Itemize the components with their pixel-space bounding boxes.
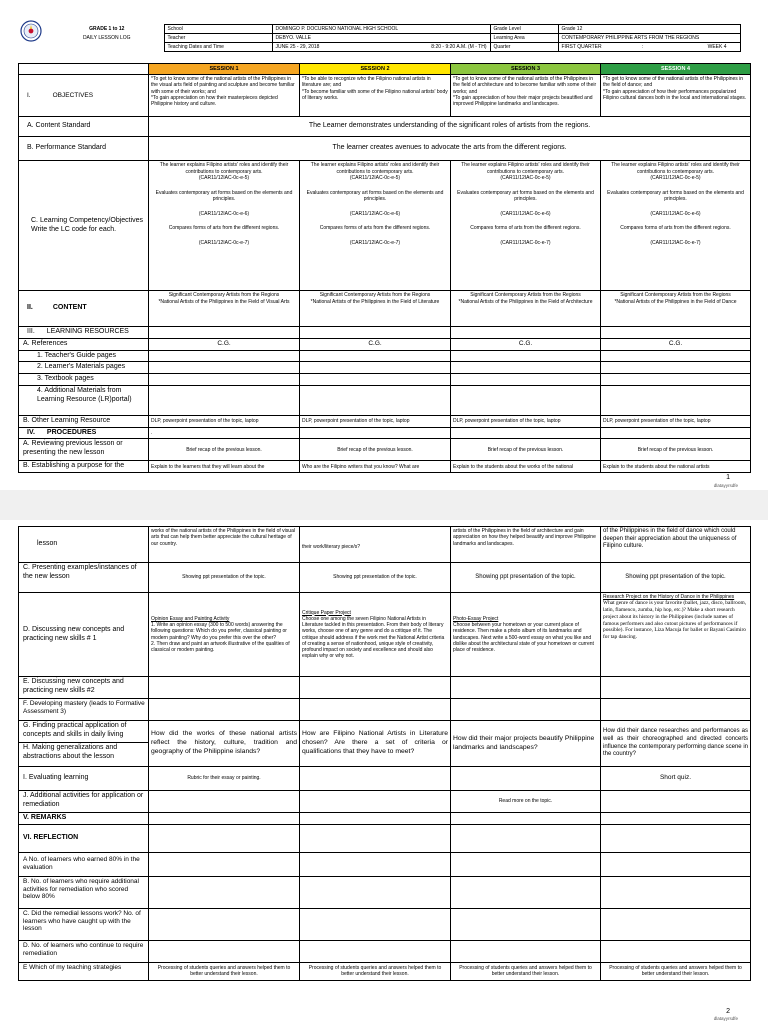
purpose-3: Explain to the students about the works of the national [451, 461, 601, 473]
quarter-cell [558, 43, 740, 52]
competency-line: The learner explains Filipino artists' roles and identify their contributions to contemporary arts. [310, 162, 440, 175]
content-1: Significant Contemporary Artists from the Regions *National Artists of the Philippines in the Field of Visual Arts [149, 291, 300, 327]
competency-line: Evaluates contemporary art forms based on the elements and principles. [457, 189, 594, 202]
tg-label: 1. Teacher's Guide pages [19, 350, 149, 362]
competency-code: (CAR11/12IAC-0c-e-6) [650, 210, 701, 217]
review-3: Brief recap of the previous lesson. [451, 439, 601, 461]
learning-area-value: CONTEMPORARY PHILIPPINE ARTS FROM THE REGIONS [558, 34, 740, 43]
competency-code: (CAR11/12IAC-0c-e-7) [349, 239, 401, 246]
purpose-cont-3: artists of the Philippines in the field of architecture and gain appreciation on how they helped beautify and improve Philippine landmarks and landscapes. [451, 527, 601, 563]
review-4: Brief recap of the previous lesson. [601, 439, 751, 461]
procedures-mark: . [149, 427, 300, 439]
competency-code: (CAR11/12IAC-0c-e-5) [198, 175, 250, 181]
teacher-value: DEBYO. VALLE [272, 34, 490, 43]
content-3: Significant Contemporary Artists from the Regions *National Artists of the Philippines in the Field of Architecture [451, 291, 601, 327]
examples-label: C. Presenting examples/instances of the new lesson [19, 563, 149, 593]
content-standard: The Learner demonstrates understanding of the significant roles of artists from the regions. [149, 117, 751, 137]
reflection-e-4: Processing of students queries and answers helped them to better understand their lesson. [601, 962, 751, 980]
competency-line: The learner explains Filipino artists' roles and identify their contributions to contemporary arts. [461, 162, 590, 175]
lesson-label: lesson [19, 527, 149, 563]
competency-line: Evaluates contemporary art forms based on the elements and principles. [155, 189, 293, 202]
competency-line: Compares forms of arts from the different regions. [470, 225, 581, 231]
remarks-label: V. REMARKS [19, 813, 149, 825]
review-2: Brief recap of the previous lesson. [300, 439, 451, 461]
discuss1-3 [451, 593, 601, 677]
competency-line: Compares forms of arts from the different regions. [319, 225, 431, 231]
tb-label: 3. Textbook pages [19, 374, 149, 386]
additional-1 [149, 791, 300, 813]
activity-title: Critique Paper Project [302, 609, 351, 616]
lr-label: 4. Additional Materials from Learning Resource (LR)portal) [19, 385, 149, 415]
competency-code: (CAR11/12IAC-0c-e-7) [650, 239, 701, 246]
additional-4 [601, 791, 751, 813]
competency-code: (CAR11/12IAC-0c-e-6) [198, 210, 250, 217]
references-3: C.G. [451, 338, 601, 350]
content-row-label [19, 291, 149, 327]
references-4: C.G. [601, 338, 751, 350]
discuss1-1 [149, 593, 300, 677]
purpose-cont-2: their work/literary piece/s? [300, 527, 451, 563]
reflection-d-label: D. No. of learners who continue to require remediation [19, 940, 149, 962]
page-number-1: 1 [726, 474, 730, 481]
competency-line: Compares forms of arts from the different regions. [168, 225, 280, 231]
examples-3: Showing ppt presentation of the topic. [451, 563, 601, 593]
objective-4: *To get to know some of the national artists of the Philippines in the field of dance; and *To gain appreciation of how their performances popularized Filipino cultural dances both in the local and international stages. [601, 75, 751, 117]
activity-body: 1. Write an opinion essay (300 to 500 words) answering the following questions: Which do you prefer, classical painting or modern painting? Why do you prefer this over the other? 2. Then draw and paint an artwork illustrative of the qualities of classical or modern painting. [151, 622, 290, 653]
examples-4: Showing ppt presentation of the topic. [601, 563, 751, 593]
other-resource-3: DLP, powerpoint presentation of the topic, laptop [451, 415, 601, 427]
resources-num: III. [27, 328, 35, 335]
resources-label: LEARNING RESOURCES [46, 328, 129, 335]
page-gap [0, 490, 768, 520]
activity-title: Opinion Essay and Painting Activity [151, 615, 230, 622]
performance-standard-label: B. Performance Standard [19, 137, 149, 161]
eval-label: I. Evaluating learning [19, 767, 149, 791]
additional-3: Read more on the topic. [451, 791, 601, 813]
dates-value: JUNE 25 - 29, 2018 [275, 44, 320, 50]
quarter-value: FIRST QUARTER [561, 44, 602, 50]
activity-body: What genre of dance is your favorite (ballet, jazz, disco, ballroom, latin, flamenco, zumba, hip hop, etc.)? Make a short research project about its history in the Philippines (include names of famous performers and also cutout pictures of performances if possible). For instance, Liza Macuja for ballet or Bayani Casimiro for tap dancing. [603, 600, 747, 640]
competency-label: C. Learning Competency/Objectives Write the LC code for each. [19, 161, 149, 291]
reflection-e-label: E Which of my teaching strategies [19, 962, 149, 980]
dates-label: Teaching Dates and Time [164, 43, 272, 52]
page-number-2: 2 [726, 1008, 730, 1015]
session-2-header: SESSION 2 [300, 64, 451, 75]
watermark-1: dlatayyrsdfe [713, 483, 738, 488]
gh-1: How did the works of these national artists reflect the history, culture, tradition and geography of the Philippine islands? [149, 721, 300, 767]
discuss1-2 [300, 593, 451, 677]
activity-title: Photo-Essay Project [453, 615, 499, 622]
content-label: CONTENT [52, 304, 87, 312]
competency-line: The learner explains Filipino artists' roles and identify their contributions to contemporary arts. [159, 162, 289, 175]
content-4: Significant Contemporary Artists from the Regions *National Artists of the Philippines in the Field of Dance [601, 291, 751, 327]
session-1-header: SESSION 1 [149, 64, 300, 75]
school-value: DOMINGO P. DOCURENO NATIONAL HIGH SCHOOL [272, 25, 490, 34]
header-table [50, 24, 741, 52]
competency-line: Evaluates contemporary art forms based on the elements and principles. [306, 189, 444, 202]
session-3-header: SESSION 3 [451, 64, 601, 75]
session-4-header: SESSION 4 [601, 64, 751, 75]
grade-level-label: Grade Level [490, 25, 558, 34]
examples-1: Showing ppt presentation of the topic. [149, 563, 300, 593]
resources-row-label [19, 327, 149, 339]
competency-1 [149, 161, 300, 291]
objectives-label: OBJECTIVES [52, 91, 94, 99]
competency-code: (CAR11/12IAC-0c-e-7) [198, 239, 250, 246]
grade-label: GRADE 1 to 12 [89, 26, 125, 32]
competency-code: (CAR11/12IAC-0c-e-7) [500, 239, 551, 246]
purpose-2: Who are the Filipino writers that you know? What are [300, 461, 451, 473]
purpose-cont-4: of the Philippines in the field of dance which could deepen their appreciation about the uniqueness of Filipino culture. [601, 527, 751, 563]
objectives-num: I. [27, 91, 31, 99]
reflection-b-label: B. No. of learners who require additional activities for remediation who scored below 80% [19, 876, 149, 908]
school-label: School [164, 25, 272, 34]
other-resource-label: B. Other Learning Resource [19, 415, 149, 427]
discuss1-label: D. Discussing new concepts and practicing new skills # 1 [19, 593, 149, 677]
additional-label: J. Additional activities for application or remediation [19, 791, 149, 813]
other-resource-2: DLP, powerpoint presentation of the topic, laptop [300, 415, 451, 427]
procedures-num: IV. [27, 428, 35, 436]
other-resource-1: DLP, powerpoint presentation of the topic, laptop [149, 415, 300, 427]
activity-body: Choose between your hometown or your current place of residence. Then make a photo album of its landmarks and landscapes. Next write a 500-word essay on what you like and dislike about the architectural state of your hometown or current place of residence. [453, 622, 594, 653]
page-1 [0, 0, 768, 490]
competency-code: (CAR11/12IAC-0c-e-5) [650, 175, 701, 181]
gh-2: How are Filipino National Artists in Literature chosen? Are there a set of criteria or qualifications that they have to meet? [300, 721, 451, 767]
finding-label: G. Finding practical application of concepts and skills in daily living [19, 721, 149, 743]
learning-area-label: Learning Area [490, 34, 558, 43]
competency-code: (CAR11/12IAC-0c-e-5) [500, 175, 551, 181]
log-label: DAILY LESSON LOG [82, 35, 131, 41]
reflection-label: VI. REFLECTION [19, 824, 149, 852]
objective-3: *To get to know some of the national artists of the Philippines in the field of architecture and to become familiar with some of their works; and *To gain appreciation of how their major projects beautified and improved Philippine landmarks and landscapes. [451, 75, 601, 117]
competency-code: (CAR11/12IAC-0c-e-6) [500, 210, 551, 217]
lm-label: 2. Learner's Materials pages [19, 362, 149, 374]
making-label: H. Making generalizations and abstractions about the lesson [19, 743, 149, 767]
reflection-e-1: Processing of students queries and answers helped them to better understand their lesson. [149, 962, 300, 980]
competency-3 [451, 161, 601, 291]
purpose-1: Explain to the learners that they will learn about the [149, 461, 300, 473]
grade-level-value: Grade 12 [558, 25, 740, 34]
watermark-2: dlatayyrsdfe [713, 1016, 738, 1021]
eval-4: Short quiz. [601, 767, 751, 791]
procedures-label: PROCEDURES [46, 428, 97, 436]
objectives-row-label [19, 75, 149, 117]
procedures-row-label [19, 427, 149, 439]
time-value: 8:20 - 9:20 A.M. (M - TH) [431, 44, 487, 50]
week-value: WEEK 4 [707, 44, 727, 50]
examples-2: Showing ppt presentation of the topic. [300, 563, 451, 593]
eval-1: Rubric for their essay or painting. [149, 767, 300, 791]
review-1: Brief recap of the previous lesson. [149, 439, 300, 461]
purpose-4: Explain to the students about the national artists [601, 461, 751, 473]
quarter-sep: : [641, 44, 643, 50]
competency-2 [300, 161, 451, 291]
page-2 [0, 520, 768, 1024]
deped-seal-icon [20, 20, 42, 42]
content-num: II. [27, 304, 33, 312]
lesson-grid-page-1 [18, 63, 751, 473]
competency-code: (CAR11/12IAC-0c-e-5) [349, 175, 401, 181]
references-2: C.G. [300, 338, 451, 350]
eval-2 [300, 767, 451, 791]
references-label: A. References [19, 338, 149, 350]
competency-code: (CAR11/12IAC-0c-e-6) [349, 210, 401, 217]
review-label: A. Reviewing previous lesson or presenting the new lesson [19, 439, 149, 461]
discuss1-4 [601, 593, 751, 677]
gh-4: How did their dance researches and performances as well as their choreographed and directed concerts influence the contemporary performing dance scene in the country? [601, 721, 751, 767]
mastery-label: F. Developing mastery (leads to Formative Assessment 3) [19, 699, 149, 721]
gh-3: How did their major projects beautify Philippine landmarks and landscapes? [451, 721, 601, 767]
other-resource-4: DLP, powerpoint presentation of the topic, laptop [601, 415, 751, 427]
competency-line: Compares forms of arts from the different regions. [620, 225, 731, 231]
content-2: Significant Contemporary Artists from the Regions *National Artists of the Philippines in the Field of Literature [300, 291, 451, 327]
activity-title: Research Project on the History of Dance in the Philippines [603, 594, 735, 600]
performance-standard: The learner creates avenues to advocate the arts from the different regions. [149, 137, 751, 161]
teacher-label: Teacher [164, 34, 272, 43]
content-standard-label: A. Content Standard [19, 117, 149, 137]
eval-3 [451, 767, 601, 791]
reflection-e-2: Processing of students queries and answers helped them to better understand their lesson. [300, 962, 451, 980]
additional-2 [300, 791, 451, 813]
purpose-cont-1: works of the national artists of the Philippines in the field of visual arts that can help them better appreciate the cultural heritage of our country. [149, 527, 300, 563]
objective-1: *To get to know some of the national artists of the Philippines in the visual arts field of painting and sculpture and become familiar with some of their works; and *To gain appreciation on how their masterpieces depicted Philippine history and culture. [149, 75, 300, 117]
dates-cell [272, 43, 490, 52]
reflection-a-label: A No. of learners who earned 80% in the evaluation [19, 852, 149, 876]
reflection-c-label: C. Did the remedial lessons work? No. of learners who have caught up with the lesson [19, 908, 149, 940]
activity-body: Choose one among the seven Filipino National Artists in Literature tackled in this presentation. From their body of literary works, choose one of any genre and do a critique of it. The critique should address if the work met the National Artist criteria of creating a sense of nationhood, unique style of creativity, profound impact on society and excellence and should also explain why or why not. [302, 615, 445, 660]
lesson-grid-page-2 [18, 526, 751, 981]
reflection-e-3: Processing of students queries and answers helped them to better understand their lesson. [451, 962, 601, 980]
quarter-label: Quarter [490, 43, 558, 52]
competency-line: Evaluates contemporary art forms based on the elements and principles. [607, 189, 744, 202]
references-1: C.G. [149, 338, 300, 350]
purpose-label: B. Establishing a purpose for the [19, 461, 149, 473]
competency-line: The learner explains Filipino artists' roles and identify their contributions to contemporary arts. [611, 162, 740, 175]
discuss2-label: E. Discussing new concepts and practicing new skills #2 [19, 677, 149, 699]
objective-2: *To be able to recognize who the Filipino national artists in literature are; and *To become familiar with some of the Filipino national artists' body of literary works. [300, 75, 451, 117]
competency-4 [601, 161, 751, 291]
